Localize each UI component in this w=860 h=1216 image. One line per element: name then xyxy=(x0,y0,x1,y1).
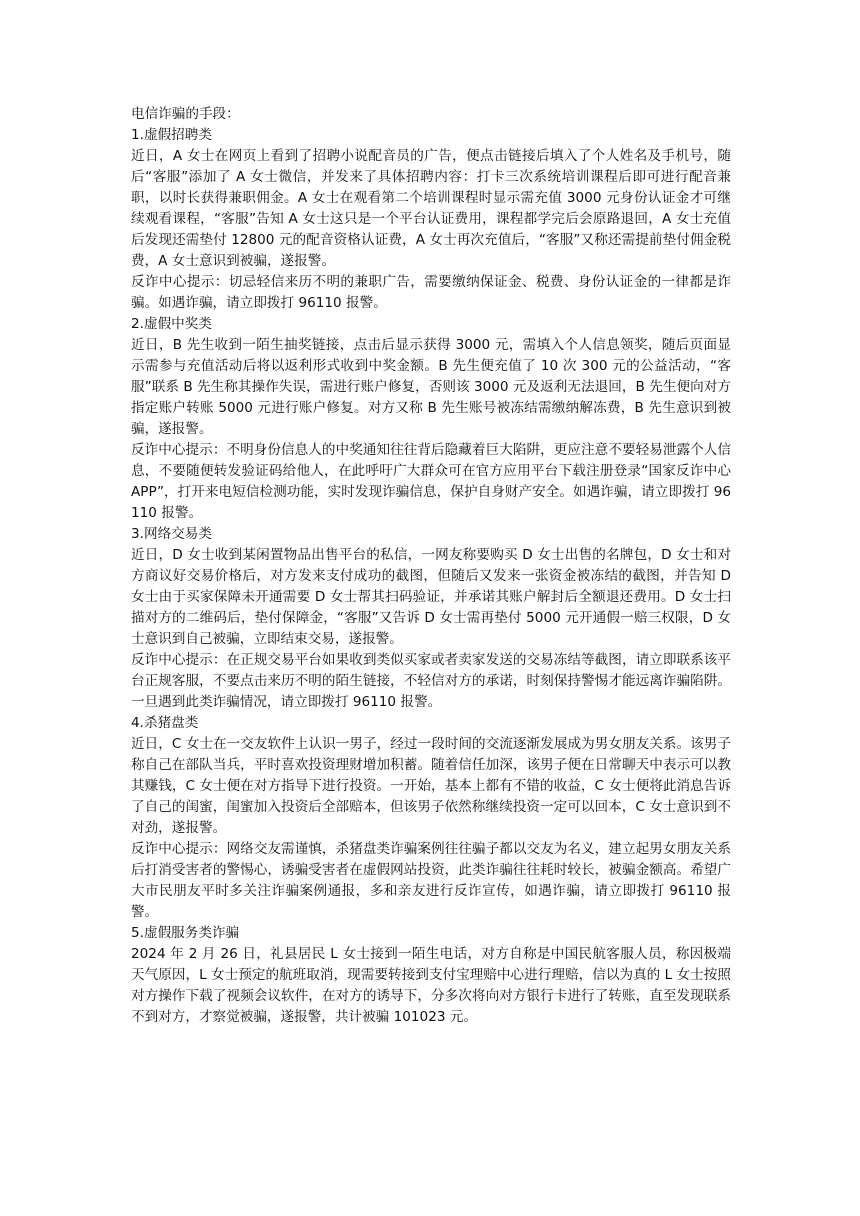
tip-paragraph-pig-butchering: 反诈中心提示：网络交友需谨慎，杀猪盘类诈骗案例往往骗子都以交友为名义，建立起男女朋友关系后打消受害者的警惕心，诱骗受害者在虚假网站投资，此类诈骗往往耗时较长，被骗金额高。希望广大市民朋友平时多关注诈骗案例通报，多和亲友进行反诈宣传，如遇诈骗，请立即拨打 96110 报警。 xyxy=(131,841,731,920)
document-body xyxy=(131,104,731,1028)
case-paragraph-prize: 近日，B 先生收到一陌生抽奖链接，点击后显示获得 3000 元，需填入个人信息领奖，随后页面显示需参与充值活动后将以返利形式收到中奖金额。B 先生便充值了 10 次 300 元的公益活动，“客服”联系 B 先生称其操作失误，需进行账户修复，否则该 3000 元及返利无法退回，B 先生便向对方指定账户转账 5000 元进行账户修复。对方又称 B 先生账号被冻结需缴纳解冻费，B 先生意识到被骗，遂报警。 xyxy=(131,337,731,437)
case-paragraph-fake-service: 2024 年 2 月 26 日，礼县居民 L 女士接到一陌生电话，对方自称是中国民航客服人员，称因极端天气原因，L 女士预定的航班取消，现需要转接到支付宝理赔中心进行理赔，信以为真的 L 女士按照对方操作下载了视频会议软件，在对方的诱导下，分多次将向对方银行卡进行了转账，直至发现联系不到对方，才察觉被骗，遂报警，共计被骗 101023 元。 xyxy=(131,946,731,1025)
document-title: 电信诈骗的手段： xyxy=(131,106,240,122)
section-heading-pig-butchering: 4.杀猪盘类 xyxy=(131,715,199,731)
section-heading-prize: 2.虚假中奖类 xyxy=(131,316,212,332)
section-heading-fake-service: 5.虚假服务类诈骗 xyxy=(131,925,240,941)
case-paragraph-online-trade: 近日，D 女士收到某闲置物品出售平台的私信，一网友称要购买 D 女士出售的名牌包，D 女士和对方商议好交易价格后，对方发来支付成功的截图，但随后又发来一张资金被冻结的截图，并告知 D 女士由于买家保障未开通需要 D 女士帮其扫码验证，并承诺其账户解封后全额退还费用。D 女士扫描对方的二维码后，垫付保障金，“客服”又告诉 D 女士需再垫付 5000 元开通假一赔三权限，D 女士意识到自己被骗，立即结束交易，遂报警。 xyxy=(131,547,731,647)
case-paragraph-recruitment: 近日，A 女士在网页上看到了招聘小说配音员的广告，便点击链接后填入了个人姓名及手机号，随后“客服”添加了 A 女士微信，并发来了具体招聘内容：打卡三次系统培训课程后即可进行配音兼职，以时长获得兼职佣金。A 女士在观看第二个培训课程时显示需充值 3000 元身份认证金才可继续观看课程，“客服”告知 A 女士这只是一个平台认证费用，课程都学完后会原路退回，A 女士充值后发现还需垫付 12800 元的配音资格认证费，A 女士再次充值后，“客服”又称还需提前垫付佣金税费，A 女士意识到被骗，遂报警。 xyxy=(131,148,731,269)
section-heading-recruitment: 1.虚假招聘类 xyxy=(131,127,212,143)
tip-paragraph-online-trade: 反诈中心提示：在正规交易平台如果收到类似买家或者卖家发送的交易冻结等截图，请立即联系该平台正规客服，不要点击来历不明的陌生链接，不轻信对方的承诺，时刻保持警惕才能远离诈骗陷阱。一旦遇到此类诈骗情况，请立即拨打 96110 报警。 xyxy=(131,652,731,710)
tip-paragraph-recruitment: 反诈中心提示：切忌轻信来历不明的兼职广告，需要缴纳保证金、税费、身份认证金的一律都是诈骗。如遇诈骗，请立即拨打 96110 报警。 xyxy=(131,274,731,311)
case-paragraph-pig-butchering: 近日，C 女士在一交友软件上认识一男子，经过一段时间的交流逐渐发展成为男女朋友关系。该男子称自己在部队当兵，平时喜欢投资理财增加积蓄。随着信任加深，该男子便在日常聊天中表示可以教其赚钱，C 女士便在对方指导下进行投资。一开始，基本上都有不错的收益，C 女士便将此消息告诉了自己的闺蜜，闺蜜加入投资后全部赔本，但该男子依然称继续投资一定可以回本，C 女士意识到不对劲，遂报警。 xyxy=(131,736,731,836)
tip-paragraph-prize: 反诈中心提示：不明身份信息人的中奖通知往往背后隐藏着巨大陷阱，更应注意不要轻易泄露个人信息，不要随便转发验证码给他人，在此呼吁广大群众可在官方应用平台下载注册登录“国家反诈中心 APP”，打开来电短信检测功能，实时发现诈骗信息，保护自身财产安全。如遇诈骗，请立即拨打 96110 报警。 xyxy=(131,442,731,521)
section-heading-online-trade: 3.网络交易类 xyxy=(131,526,212,542)
